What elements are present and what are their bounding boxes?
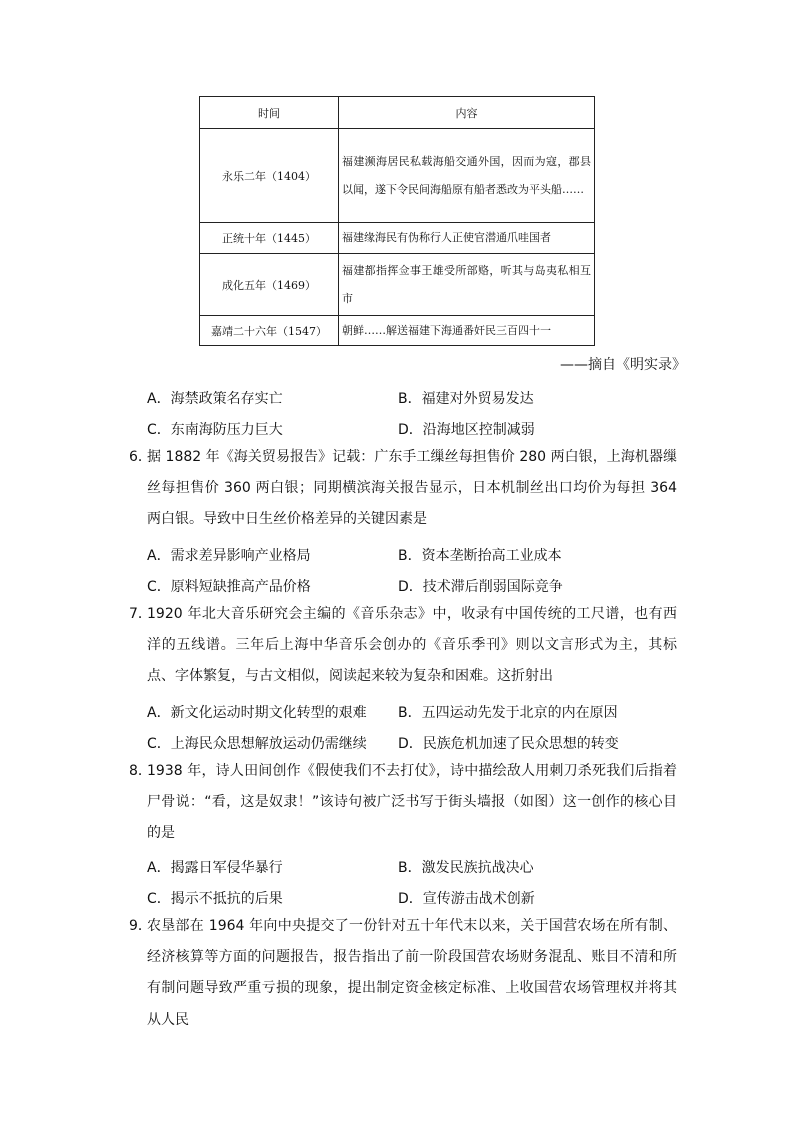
q8-option-b[interactable]: B．激发民族抗战决心 <box>398 860 534 876</box>
table-row <box>200 129 595 223</box>
q6-option-b[interactable]: B．资本垄断抬高工业成本 <box>398 548 562 564</box>
ming-records-table <box>199 96 595 346</box>
q5-option-d[interactable]: D．沿海地区控制减弱 <box>398 422 535 438</box>
question-stem: 据 1882 年《海关贸易报告》记载：广东手工缫丝每担售价 280 两白银，上海机器缫丝每担售价 360 两白银；同期横滨海关报告显示，日本机制丝出口均价为每担 364 两白银。导致中日生丝价格差异的关键因素是 <box>147 449 677 528</box>
table-source: ——摘自《明实录》 <box>560 357 686 373</box>
header-time: 时间 <box>200 97 339 129</box>
row-time: 永乐二年（1404） <box>200 129 339 223</box>
question-8 <box>129 756 677 850</box>
row-time: 嘉靖二十六年（1547） <box>200 316 339 346</box>
q7-option-c[interactable]: C．上海民众思想解放运动仍需继续 <box>147 736 367 752</box>
question-number: 6． <box>129 449 152 465</box>
q6-option-c[interactable]: C．原料短缺推高产品价格 <box>147 579 311 595</box>
table-row <box>200 254 595 316</box>
question-9 <box>129 911 677 1036</box>
question-stem: 1938 年，诗人田间创作《假使我们不去打仗》，诗中描绘敌人用刺刀杀死我们后指着尸骨说：“看，这是奴隶！”该诗句被广泛书写于街头墙报（如图）这一创作的核心目的是 <box>147 763 677 842</box>
q6-option-a[interactable]: A．需求差异影响产业格局 <box>147 548 311 564</box>
question-6 <box>129 442 677 536</box>
row-time: 成化五年（1469） <box>200 254 339 316</box>
table-header-row <box>200 97 595 129</box>
q5-option-c[interactable]: C．东南海防压力巨大 <box>147 422 283 438</box>
table-row <box>200 316 595 346</box>
row-time: 正统十年（1445） <box>200 223 339 254</box>
row-content: 朝鲜……解送福建下海通番奸民三百四十一 <box>339 316 595 346</box>
question-7 <box>129 599 677 693</box>
question-stem: 农垦部在 1964 年向中央提交了一份针对五十年代末以来，关于国营农场在所有制、经济核算等方面的问题报告，报告指出了前一阶段国营农场财务混乱、账目不清和所有制问题导致严重亏损的现象，提出制定资金核定标准、上收国营农场管理权并将其从人民 <box>147 918 677 1028</box>
question-number: 8． <box>129 763 152 779</box>
row-content: 福建都指挥佥事王雄受所部赂，听其与岛夷私相互市 <box>339 254 595 316</box>
q8-option-a[interactable]: A．揭露日军侵华暴行 <box>147 860 283 876</box>
question-number: 7． <box>129 606 152 622</box>
q8-option-c[interactable]: C．揭示不抵抗的后果 <box>147 891 283 907</box>
q5-option-b[interactable]: B．福建对外贸易发达 <box>398 391 534 407</box>
table-row <box>200 223 595 254</box>
row-content: 福建缘海民有伪称行人正使官潜通爪哇国者 <box>339 223 595 254</box>
q6-option-d[interactable]: D．技术滞后削弱国际竞争 <box>398 579 563 595</box>
q5-option-a[interactable]: A．海禁政策名存实亡 <box>147 391 283 407</box>
header-content: 内容 <box>339 97 595 129</box>
q7-option-d[interactable]: D．民族危机加速了民众思想的转变 <box>398 736 619 752</box>
question-number: 9． <box>129 918 152 934</box>
row-content: 福建濒海居民私载海船交通外国，因而为寇，郡县以闻，遂下令民间海船原有船者悉改为平头船…… <box>339 129 595 223</box>
q7-option-a[interactable]: A．新文化运动时期文化转型的艰难 <box>147 705 367 721</box>
question-stem: 1920 年北大音乐研究会主编的《音乐杂志》中，收录有中国传统的工尺谱，也有西洋的五线谱。三年后上海中华音乐会创办的《音乐季刊》则以文言形式为主，其标点、字体繁复，与古文相似，阅读起来较为复杂和困难。这折射出 <box>147 606 677 685</box>
q8-option-d[interactable]: D．宣传游击战术创新 <box>398 891 535 907</box>
q7-option-b[interactable]: B．五四运动先发于北京的内在原因 <box>398 705 618 721</box>
